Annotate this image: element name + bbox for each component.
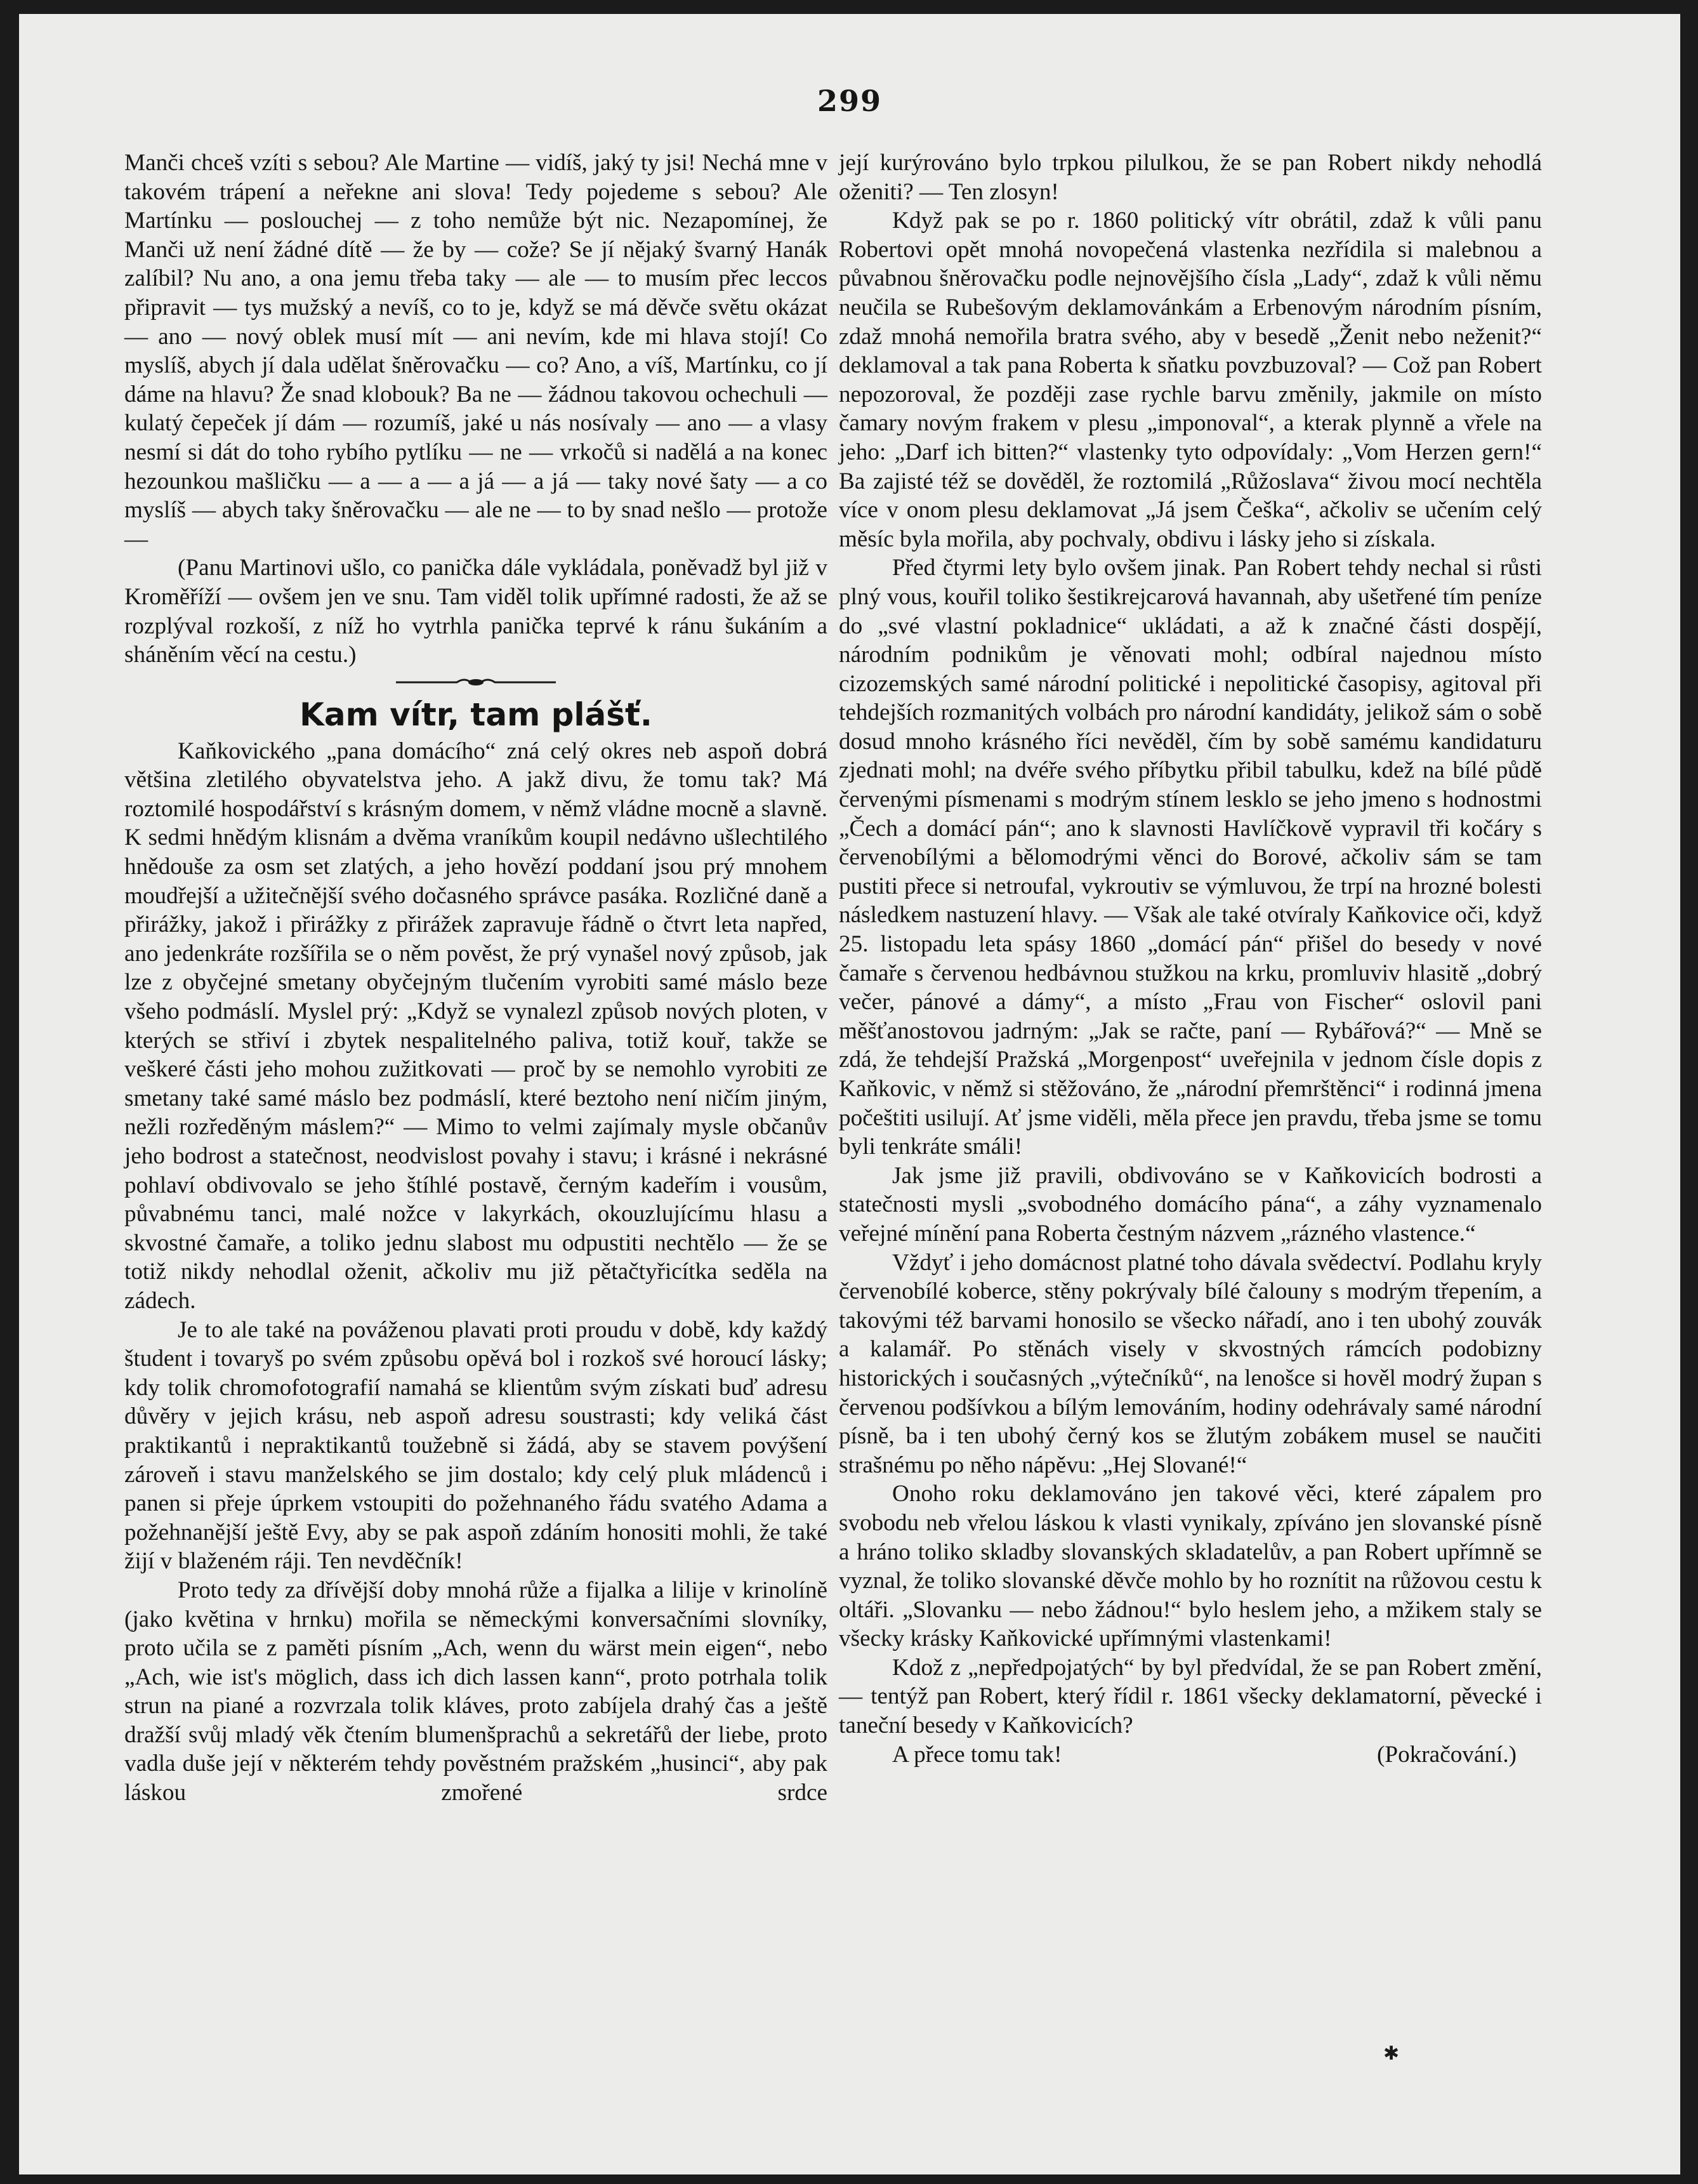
ornamental-divider (124, 670, 827, 695)
article-paragraph: Onoho roku deklamováno jen takové věci, které zápalem pro svobodu neb vřelou láskou k vlasti vynikaly, zpíváno jen slovanské písně a hráno toliko skladby slovanských skladatelův, a pan Robert upřímně se vyznal, že toliko slovanské děvče mohlo by ho roznítit na růžovou cestu k oltáři. „Slovanku — nebo žádnou!“ bylo heslem jeho, a mžikem staly se všecky krásky Kaňkovické upřímnými vlastenkami! (839, 1481, 1542, 1652)
continued-note: (Pokračování.) (1377, 1741, 1517, 1768)
story-paragraph: (Panu Martinovi ušlo, co panička dále vykládala, poněvadž byl již v Kroměříží — ovšem jen ve snu. Tam viděl tolik upřímné radosti, že až se rozplýval rozkoší, z níž ho vytrhla panička teprvé k ránu šukáním a sháněním věcí na cestu.) (124, 555, 827, 668)
closing-line: A přece tomu tak! (892, 1741, 1062, 1768)
right-column (839, 149, 1542, 1769)
left-column (124, 149, 827, 1808)
article-paragraph: Je to ale také na pováženou plavati proti proudu v době, kdy každý študent i tovaryš po svém způsobu opěvá bol i rozkoš své horoucí lásky; kdy tolik chromofotografií namahá se klientům svým získati buď adresu důvěry v jejich krásu, neb aspoň adresu soustrasti; kdy veliká část praktikantů i nepraktikantů toužebně si žádá, aby se stavem povýšení zároveň i stavu manželského se jim dostalo; kdy celý pluk mládenců i panen si přeje úprkem vstoupiti do požehnaného řádu svatého Adama a požehnanější ještě Evy, aby se pak aspoň zdáním honositi mohli, že také žijí v blaženém ráji. Ten nevděčník! (124, 1316, 827, 1575)
newspaper-page (19, 14, 1680, 2174)
story-paragraph: Manči chceš vzíti s sebou? Ale Martine — vidíš, jaký ty jsi! Nechá mne v takovém trápení a neřekne ani slova! Tedy pojedeme s sebou? Ale Martínku — poslouchej — z toho nemůže být nic. Nezapomínej, že Manči už není žádné dítě — že by — cože? Se jí nějaký švarný Hanák zalíbil? Nu ano, a ona jemu třeba taky — ale — to musím přec leccos připravit — tys mužský a nevíš, co to je, když se má děvče světu okázat — ano — nový oblek musí mít — ani nevím, kde mi hlava stojí! Co myslíš, abych jí dala udělat šněrovačku — co? Ano, a víš, Martínku, co jí dáme na hlavu? Že snad klobouk? Ba ne — žádnou takovou ochechuli — kulatý čepeček jí dám — rozumíš, jaké u nás nosívaly — ano — a vlasy nesmí si dát do toho rybího pytlíku — ne — vrkočů si nadělá a na konec hezounkou mašličku — a — a — a já — a já — taky nové šaty — a co myslíš — abych taky šněrovačku — ale ne — to by snad nešlo — protože — (124, 150, 827, 552)
article-paragraph: Kaňkovického „pana domácího“ zná celý okres neb aspoň dobrá většina zletilého obyvatelstva jeho. A jakž divu, že tomu tak? Má roztomilé hospodářství s krásným domem, v němž vládne mocně a slavně. K sedmi hnědým klisnám a dvěma vraníkům koupil nedávno ušlechtilého hnědouše za osm set zlatých, a jeho hovězí poddaní jsou prý mnohem moudřejší a užitečnější svého dočasného správce pasáka. Rozličné daně a přirážky, jakož i přirážky z přirážek zapravuje řádně o čtvrt leta napřed, ano jedenkráte rozšířila se o něm pověst, že prý vynašel nový způsob, jak lze z obyčejné smetany obyčejným tlučením vyrobiti samé máslo beze všeho podmáslí. Myslel prý: „Když se vynalezl způsob nových ploten, v kterých se střiví i zbytek nespalitelného paliva, totiž kouř, takže se veškeré části jeho mohou zužitkovati — proč by se nemohlo vyrobiti ze smetany také samé máslo bez podmáslí, které beztoho není ničím jiným, nežli rozředěným máslem?“ — Mimo to velmi zajímaly mysle občanův jeho bodrost a statečnost, neodvislost povahy i stavu; i krásné i nekrásné pohlaví obdivovalo se jeho štíhlé postavě, černým kadeřím i vousům, půvabnému tanci, malé nožce v lakyrkách, okouzlujícímu hlasu a skvostné čamaře, a toliko jednu slabost mu odpustiti nechtělo — že se totiž nikdy nehodlal oženit, ačkoliv mu již pětačtyřicítka seděla na zádech. (124, 738, 827, 1314)
article-paragraph: Vždyť i jeho domácnost platné toho dávala svědectví. Podlahu kryly červenobílé koberce, stěny pokrývaly bílé čalouny s modrým třepením, a takovými též barvami honosilo se všecko nářadí, ano i ten ubohý zouvák a kalamář. Po stěnách visely v skvostných rámcích podobizny historických i současných „výtečníků“, na lenošce si hověl modrý župan s červenou podšívkou a bílým lemováním, hodiny odehrávaly samé národní písně, ba i ten ubohý černý kos se žlutým zobákem musel se naučiti strašnému po něho nápěvu: „Hej Slované!“ (839, 1249, 1542, 1478)
article-paragraph: Kdož z „nepředpojatých“ by byl předvídal, že se pan Robert změní, — tentýž pan Robert, který řídil r. 1861 všecky deklamatorní, pěvecké i taneční besedy v Kaňkovicích? (839, 1654, 1542, 1739)
article-paragraph: Před čtyrmi lety bylo ovšem jinak. Pan Robert tehdy nechal si růsti plný vous, kouřil toliko šestikrejcarová havannah, aby ušetřené tím peníze do „své vlastní pokladnice“ ukládati, a až k značné části dospějí, národním podnikům je věnovati mohl; odbíral najednou místo cizozemských samé národní politické i nepolitické časopisy, agitoval při tehdejších rozmanitých volbách pro národní kandidáty, jelikož sám o sobě dosud mnoho krásného říci nevěděl, čím by sobě samému kandidaturu zjednati mohl; na dvéře svého příbytku přibil tabulku, kdež na bílé půdě červenými písmenami s modrým stínem lesklo se jeho jmeno s hodnostmi „Čech a domácí pán“; ano k slavnosti Havlíčkově vypravil tři kočáry s červenobílými a bělomodrými věnci do Borové, ačkoliv sám se tam pustiti přece si netroufal, vykroutiv se výmluvou, že trpí na hrozné bolesti následkem nastuzení hlavy. — Však ale také otvíraly Kaňkovice oči, když 25. listopadu leta spásy 1860 „domácí pán“ přišel do besedy v nové čamaře s červenou hedbávnou stužkou na krku, promluviv hlasitě „dobrý večer, pánové a dámy“, a místo „Frau von Fischer“ oslovil pani měšťanostovou jadrným: „Jak se račte, paní — Rybářová?“ — Mně se zdá, že tehdejší Pražská „Morgenpost“ uveřejnila v jednom čísle dopis z Kaňkovic, v němž si stěžováno, že „národní přemrštěnci“ i rodinná jmena počeštiti usilují. Ať jsme viděli, měla přece jen pravdu, třeba jsme se tomu byli tenkráte smáli! (839, 555, 1542, 1160)
article-paragraph: její kurýrováno bylo trpkou pilulkou, že se pan Robert nikdy nehodlá oženiti? — Ten zlosyn! (839, 150, 1542, 205)
page-number: 299 (817, 84, 883, 118)
article-headline: Kam vítr, tam plášť. (299, 696, 652, 733)
ornament-icon (393, 676, 558, 689)
closing-row (839, 1740, 1542, 1770)
article-paragraph: Jak jsme již pravili, obdivováno se v Kaňkovicích bodrosti a statečnosti mysli „svobodného domácího pána“, a záhy vyznamenalo veřejné mínění pana Roberta čestným názvem „rázného vlastence.“ (839, 1162, 1542, 1247)
article-paragraph: Proto tedy za dřívější doby mnohá růže a fijalka a lilije v krinolíně (jako květina v hrnku) mořila se německými konversačními slovníky, proto učila se z paměti písním „Ach, wenn du wärst mein eigen“, nebo „Ach, wie ist's möglich, dass ich dich lassen kann“, proto potrhala tolik strun na piané a rozvrzala tolik kláves, proto zabíjela drahý čas a ještě dražší svůj mladý věk čtením blumenšprachů a sekretářů der liebe, proto vadla duše její v některém tehdy pověstném pražském „husinci“, aby pak láskou zmořené srdce (124, 1577, 827, 1806)
article-paragraph: Když pak se po r. 1860 politický vítr obrátil, zdaž k vůli panu Robertovi opět mnohá novopečená vlastenka nezřídila si malebnou a půvabnou šněrovačku podle nejnovějšího čísla „Lady“, zdaž k vůli němu neučila se Rubešovým deklamovánkám a Erbenovým národním písním, zdaž mnohá nemořila bratra svého, aby v besedě „Ženit nebo neženit?“ deklamoval a tak pana Roberta k sňatku povzbuzoval? — Což pan Robert nepozoroval, že později zase rychle barvu změnily, jakmile on místo čamary novým frakem v plesu „imponoval“, a kterak plynně a vřele na jeho: „Darf ich bitten?“ vlastenky tyto odpovídaly: „Vom Herzen gern!“ Ba zajisté též se dověděl, že roztomilá „Růžoslava“ živou mocí nechtěla více v onom plesu deklamovat „Já jsem Češka“, ačkoliv se učením celý měsíc byla mořila, aby pochvaly, obdivu i lásky jeho si získala. (839, 208, 1542, 552)
asterisk-mark: ✱ (1383, 2042, 1400, 2065)
